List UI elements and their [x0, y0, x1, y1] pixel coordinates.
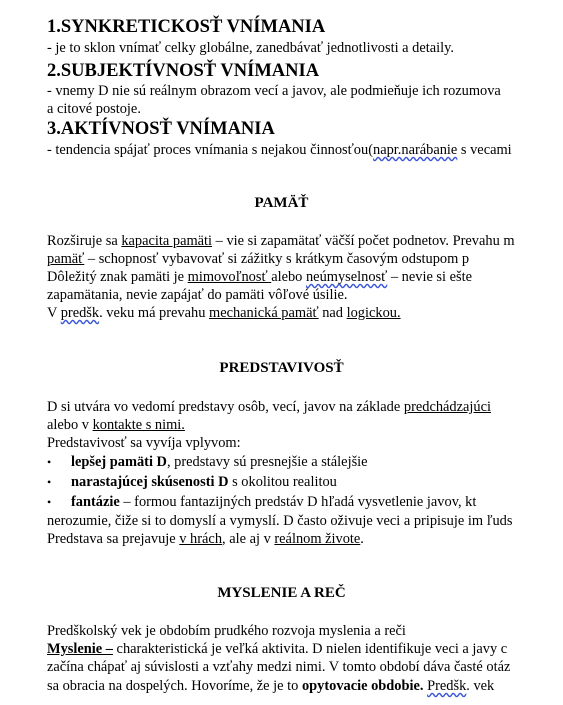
misspelled-word: Predšk — [427, 678, 467, 694]
text-run: charakteristická je veľká aktivita. D nielen identifikuje veci a javy c — [112, 641, 508, 657]
paragraph-line — [47, 530, 364, 548]
paragraph-line — [47, 677, 494, 695]
misspelled-word: napr.narábanie — [373, 142, 458, 158]
bold-term: narastajúcej skúsenosti D — [71, 474, 229, 490]
text-run: . vek — [466, 678, 495, 694]
text-run: Dôležitý znak pamäti je — [47, 269, 188, 285]
heading-synkretickost: 1.SYNKRETICKOSŤ VNÍMANIA — [47, 17, 326, 37]
paragraph-line: - vnemy D nie sú reálnym obrazom vecí a javov, ale podmieňuje ich rozumova — [47, 83, 501, 99]
paragraph-line — [47, 141, 512, 159]
paragraph-line — [47, 304, 401, 322]
bullet-item — [71, 493, 476, 511]
text-run: Rozširuje sa — [47, 233, 122, 249]
section-title-myslenie: MYSLENIE A REČ — [217, 585, 346, 601]
paragraph-line — [47, 640, 507, 658]
paragraph-line — [47, 232, 515, 250]
text-run: , predstavy sú presnejšie a stálejšie — [166, 454, 368, 470]
underlined-term: neúmyselnosť — [305, 269, 388, 285]
bold-term: lepšej pamäti D — [71, 454, 167, 470]
paragraph-line: Predškolský vek je obdobím prudkého rozvoja myslenia a reči — [47, 623, 406, 639]
text-run: – vie si zapamätať väčší počet podnetov. Prevahu m — [212, 233, 515, 249]
text-run: D si utvára vo vedomí predstavy osôb, vecí, javov na základe — [47, 399, 404, 415]
bullet-item — [71, 453, 368, 471]
underlined-term: predchádzajúci — [403, 399, 491, 415]
underlined-term: kapacita pamäti — [121, 233, 213, 249]
underlined-term: logickou. — [346, 305, 401, 321]
paragraph-line: nerozumie, čiže si to domyslí a vymyslí. D často oživuje veci a pripisuje im ľuds — [47, 513, 513, 529]
text-run: – nevie si ešte — [387, 269, 473, 285]
text-run: sa obracia na dospelých. Hovoríme, že je to — [47, 678, 302, 694]
text-run: – schopnosť vybavovať si zážitky s krátkym časovým odstupom p — [84, 251, 470, 267]
bullet-icon: • — [47, 455, 52, 469]
underlined-term: reálnom živote — [274, 531, 361, 547]
text-run: nad — [318, 305, 347, 321]
paragraph-line — [47, 416, 185, 434]
paragraph-line — [47, 268, 472, 286]
heading-subjektivnost: 2.SUBJEKTÍVNOSŤ VNÍMANIA — [47, 61, 320, 81]
misspelled-word: predšk — [60, 305, 100, 321]
paragraph-line: začína chápať aj súvislosti a vzťahy medzi nimi. V tomto období dáva časté otáz — [47, 659, 511, 675]
text-run: V — [47, 305, 61, 321]
underlined-term: kontakte s nimi. — [92, 417, 185, 433]
paragraph-line: - je to sklon vnímať celky globálne, zanedbávať jednotlivosti a detaily. — [47, 40, 454, 56]
paragraph-line: a citové postoje. — [47, 101, 141, 117]
bold-term: fantázie — [71, 494, 120, 510]
underlined-term: Myslenie – — [47, 641, 113, 657]
text-run: - tendencia spájať proces vnímania s nejakou činnosťou( — [47, 142, 373, 158]
heading-aktivnost: 3.AKTÍVNOSŤ VNÍMANIA — [47, 119, 275, 139]
bold-term: opytovacie obdobie. — [301, 678, 424, 694]
underlined-term: v hrách — [179, 531, 223, 547]
underlined-term: mechanická pamäť — [209, 305, 319, 321]
paragraph-line: zapamätania, nevie zapájať do pamäti vôľové úsilie. — [47, 287, 348, 303]
paragraph-line — [47, 250, 469, 268]
paragraph-line — [47, 398, 491, 416]
bullet-icon: • — [47, 475, 52, 489]
text-run: s okolitou realitou — [228, 474, 337, 490]
paragraph-line: Predstavivosť sa vyvíja vplyvom: — [47, 435, 241, 451]
section-title-predstavivost: PREDSTAVIVOSŤ — [219, 360, 344, 376]
text-run: , ale aj v — [222, 531, 275, 547]
underlined-term: pamäť — [47, 251, 85, 267]
text-run: alebo — [271, 269, 306, 285]
bullet-icon: • — [47, 495, 52, 509]
text-run: – formou fantazijných predstáv D hľadá vysvetlenie javov, kt — [119, 494, 477, 510]
underlined-term: mimovoľnosť — [187, 269, 272, 285]
text-run: . veku má prevahu — [99, 305, 209, 321]
section-title-pamat: PAMÄŤ — [254, 195, 309, 211]
text-run: s vecami — [457, 142, 512, 158]
text-run: . — [360, 531, 364, 547]
text-run: Predstava sa prejavuje — [47, 531, 180, 547]
text-run: alebo v — [47, 417, 93, 433]
bullet-item — [71, 473, 337, 491]
